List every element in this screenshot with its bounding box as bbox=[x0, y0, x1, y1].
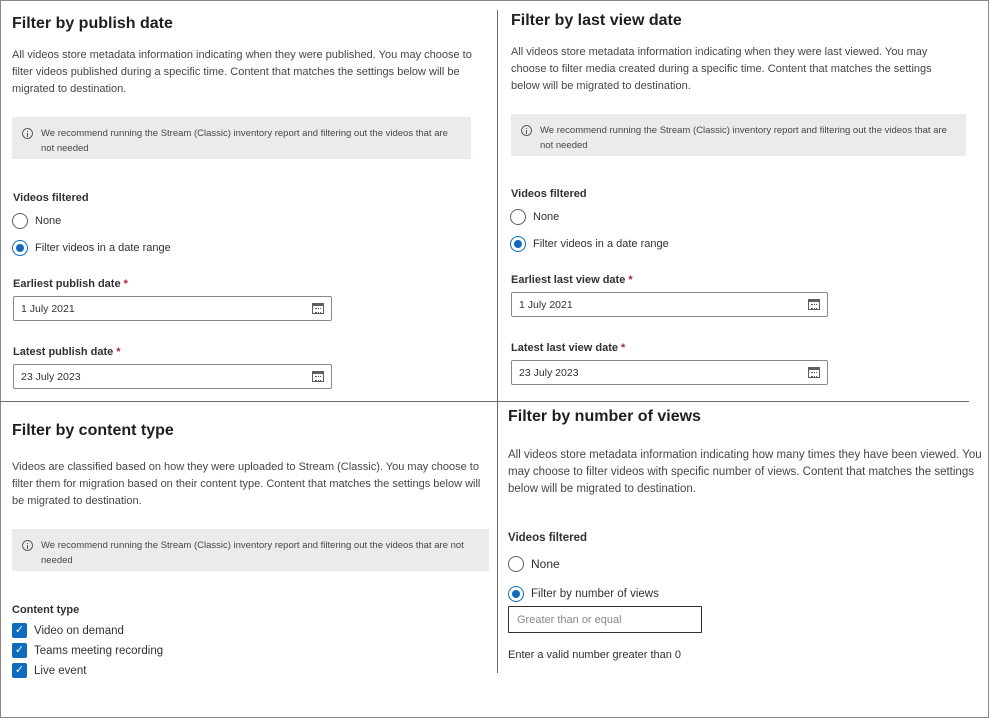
info-icon bbox=[521, 125, 532, 136]
latest-date-picker[interactable] bbox=[13, 364, 332, 389]
radio-filter-by-views[interactable] bbox=[508, 586, 659, 602]
checkbox-checked[interactable]: ✓ bbox=[12, 663, 27, 678]
radio-circle-selected[interactable] bbox=[12, 240, 28, 256]
recommendation-note bbox=[511, 114, 966, 156]
note-text: We recommend running the Stream (Classic) inventory report and filtering out the videos that are not needed bbox=[41, 540, 464, 566]
content-type-panel bbox=[0, 402, 497, 718]
note-text: We recommend running the Stream (Classic) inventory report and filtering out the videos that are not needed bbox=[540, 125, 947, 151]
latest-date-label bbox=[13, 346, 121, 358]
recommendation-note bbox=[12, 117, 471, 159]
number-of-views-panel bbox=[498, 402, 989, 718]
validation-hint: Enter a valid number greater than 0 bbox=[508, 649, 682, 661]
latest-date-picker[interactable] bbox=[511, 360, 828, 385]
radio-label: Filter by number of views bbox=[531, 588, 659, 600]
date-value: 1 July 2021 bbox=[21, 302, 75, 315]
note-text: We recommend running the Stream (Classic) inventory report and filtering out the videos that are not needed bbox=[41, 128, 448, 154]
checkbox-video-on-demand[interactable] bbox=[12, 623, 124, 638]
radio-none[interactable] bbox=[510, 209, 559, 225]
required-asterisk: * bbox=[123, 278, 128, 290]
radio-none[interactable] bbox=[508, 556, 560, 572]
earliest-date-label bbox=[511, 274, 633, 286]
radio-label: Filter videos in a date range bbox=[533, 238, 669, 250]
videos-filtered-label: Videos filtered bbox=[511, 188, 587, 200]
videos-filtered-label: Videos filtered bbox=[508, 532, 588, 544]
earliest-date-label bbox=[13, 278, 128, 290]
label-text: Earliest last view date bbox=[511, 274, 626, 286]
calendar-icon[interactable] bbox=[808, 299, 820, 310]
radio-date-range[interactable] bbox=[12, 240, 171, 256]
panel-description: All videos store metadata information indicating when they were published. You may choose to filter videos published during a specific time. Content that matches the settings below will be migrated to destination. bbox=[12, 49, 472, 95]
radio-label: None bbox=[531, 557, 560, 571]
checkbox-label: Teams meeting recording bbox=[34, 644, 164, 657]
input-placeholder: Greater than or equal bbox=[517, 613, 622, 626]
views-number-input[interactable] bbox=[508, 606, 702, 633]
radio-circle[interactable] bbox=[12, 213, 28, 229]
checkbox-label: Video on demand bbox=[34, 624, 124, 637]
videos-filtered-label: Videos filtered bbox=[13, 192, 89, 204]
radio-circle[interactable] bbox=[508, 556, 524, 572]
content-type-label: Content type bbox=[12, 604, 80, 616]
radio-circle-selected[interactable] bbox=[510, 236, 526, 252]
required-asterisk: * bbox=[621, 342, 626, 354]
earliest-date-picker[interactable] bbox=[13, 296, 332, 321]
label-text: Latest last view date bbox=[511, 342, 618, 354]
date-value: 23 July 2023 bbox=[519, 366, 579, 379]
panel-description: All videos store metadata information indicating when they were last viewed. You may choose to filter media created during a specific time. Content that matches the settings below will be migrated to destination. bbox=[511, 46, 932, 92]
earliest-date-picker[interactable] bbox=[511, 292, 828, 317]
checkbox-live-event[interactable] bbox=[12, 663, 86, 678]
checkbox-teams-meeting-recording[interactable] bbox=[12, 643, 163, 658]
checkbox-checked[interactable]: ✓ bbox=[12, 643, 27, 658]
calendar-icon[interactable] bbox=[808, 367, 820, 378]
calendar-icon[interactable] bbox=[312, 303, 324, 314]
publish-date-panel bbox=[0, 0, 497, 401]
panel-title: Filter by number of views bbox=[508, 408, 701, 425]
panel-description: All videos store metadata information indicating how many times they have been viewed. You may choose to filter videos with specific number of views. Content that matches the settings below will be migrated to destination. bbox=[508, 449, 982, 495]
latest-date-label bbox=[511, 342, 625, 354]
last-view-date-panel bbox=[498, 0, 989, 401]
panel-description: Videos are classified based on how they were uploaded to Stream (Classic). You may choose to filter them for migration based on their content type. Content that matches the settings below will be migrated to destination. bbox=[12, 461, 481, 507]
panel-title: Filter by publish date bbox=[12, 15, 173, 32]
radio-date-range[interactable] bbox=[510, 236, 669, 252]
radio-none[interactable] bbox=[12, 213, 61, 229]
required-asterisk: * bbox=[628, 274, 633, 286]
radio-circle-selected[interactable] bbox=[508, 586, 524, 602]
date-value: 23 July 2023 bbox=[21, 370, 81, 383]
radio-label: None bbox=[35, 215, 62, 227]
label-text: Earliest publish date bbox=[13, 278, 121, 290]
radio-label: Filter videos in a date range bbox=[35, 242, 171, 254]
recommendation-note bbox=[12, 529, 489, 571]
checkbox-checked[interactable]: ✓ bbox=[12, 623, 27, 638]
panel-title: Filter by content type bbox=[12, 422, 174, 439]
calendar-icon[interactable] bbox=[312, 371, 324, 382]
label-text: Latest publish date bbox=[13, 346, 114, 358]
radio-circle[interactable] bbox=[510, 209, 526, 225]
required-asterisk: * bbox=[116, 346, 121, 358]
panel-title: Filter by last view date bbox=[511, 12, 682, 29]
checkbox-label: Live event bbox=[34, 664, 87, 677]
radio-label: None bbox=[533, 211, 560, 223]
info-icon bbox=[22, 128, 33, 139]
date-value: 1 July 2021 bbox=[519, 298, 573, 311]
info-icon bbox=[22, 540, 33, 551]
